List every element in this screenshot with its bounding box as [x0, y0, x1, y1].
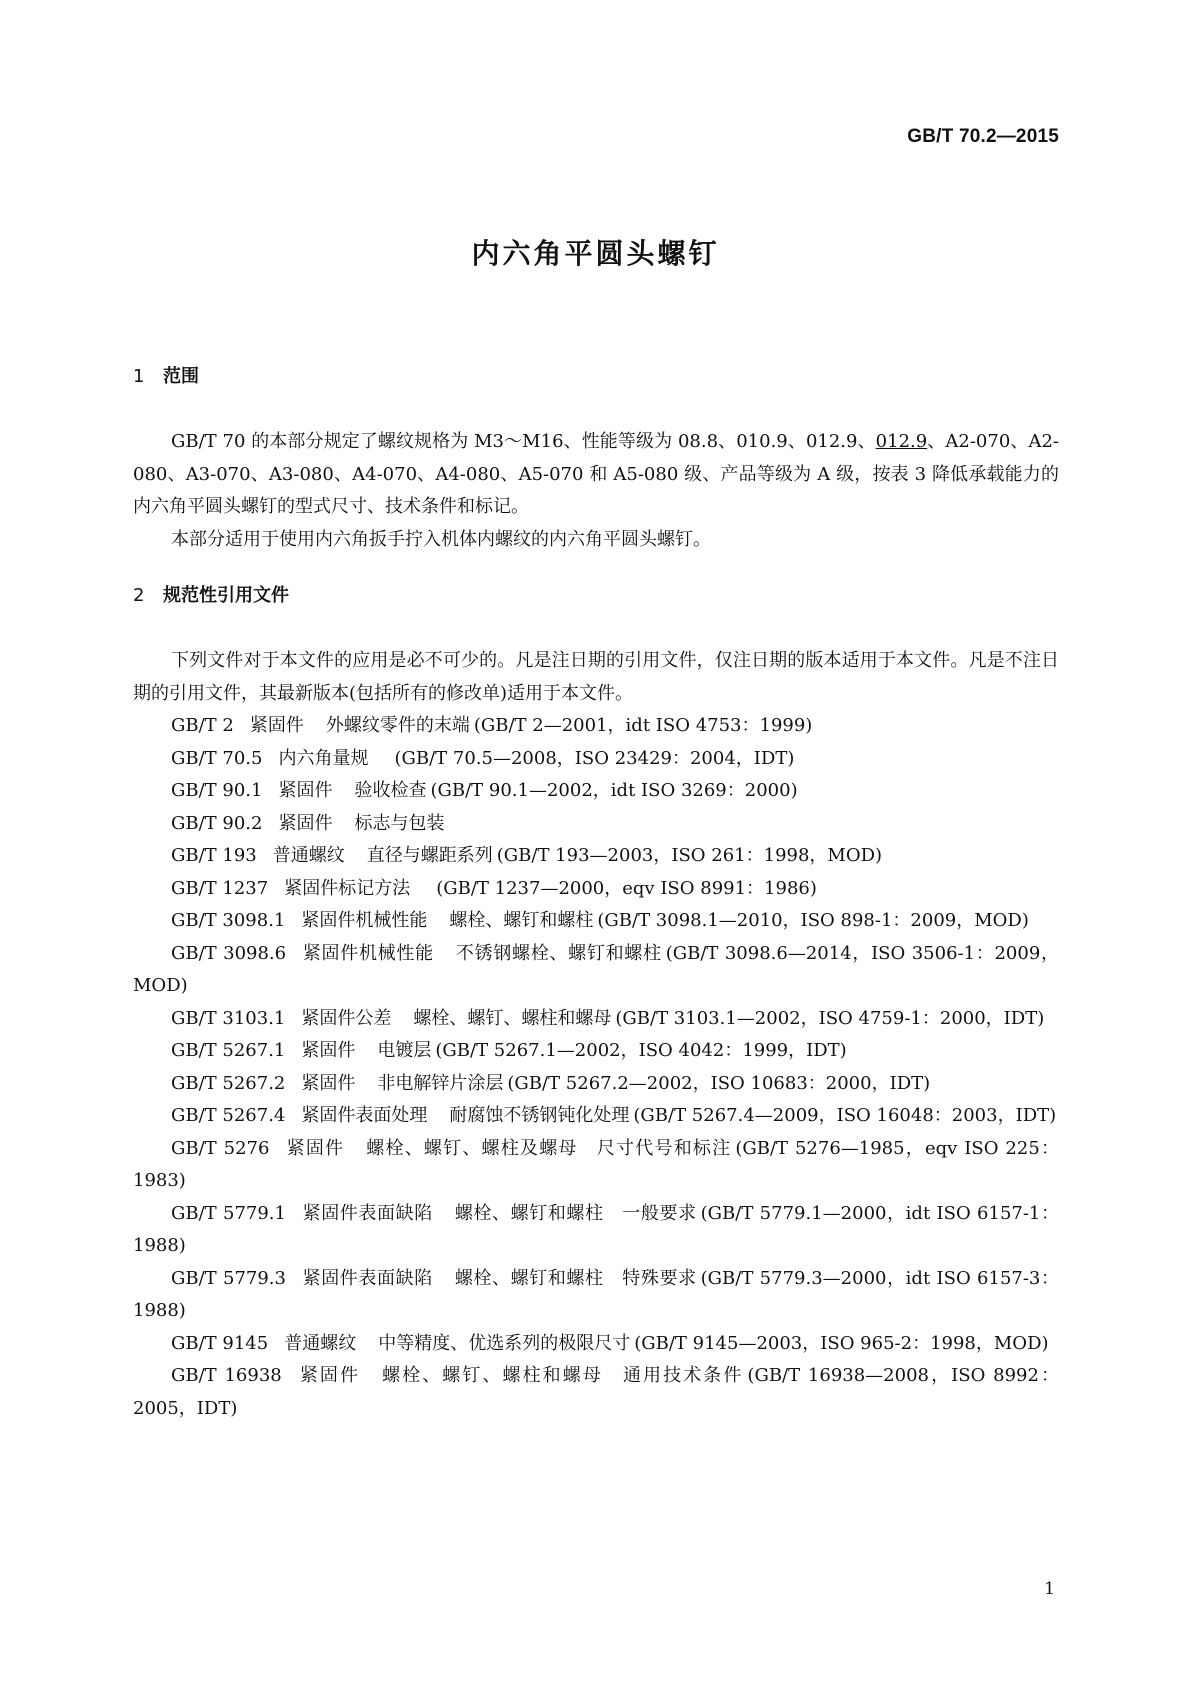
- reference-code: GB/T 70.5: [171, 747, 263, 769]
- reference-title-sub: 非电解锌片涂层: [377, 1072, 504, 1094]
- reference-title-main: 普通螺纹: [284, 1332, 357, 1354]
- reference-list: [133, 710, 1059, 1425]
- reference-title-sub: 耐腐蚀不锈钢钝化处理: [449, 1105, 630, 1126]
- reference-note: (GB/T 5276—1985，eqv ISO 225：1983): [133, 1137, 1059, 1191]
- reference-title-main: 紧固件机械性能: [301, 910, 428, 931]
- reference-title-main: 紧固件机械性能: [302, 942, 434, 964]
- reference-note: (GB/T 5779.1—2000，idt ISO 6157-1：1988): [133, 1202, 1059, 1256]
- reference-title-main: 紧固件公差: [301, 1007, 392, 1029]
- reference-title-main: 紧固件表面缺陷: [301, 1202, 433, 1224]
- reference-code: GB/T 2: [171, 715, 234, 736]
- reference-note: (GB/T 5267.2—2002，ISO 10683：2000，IDT): [507, 1072, 931, 1094]
- reference-title-sub: 外螺纹零件的末端: [325, 715, 470, 736]
- reference-note: (GB/T 3098.6—2014，ISO 3506-1：2009，MOD): [133, 942, 1060, 996]
- reference-title-main: 紧固件标记方法: [284, 877, 411, 899]
- reference-item: [133, 743, 1059, 776]
- reference-note: (GB/T 5267.4—2009，ISO 16048：2003，IDT): [633, 1105, 1057, 1126]
- reference-title-sub: 中等精度、优选系列的极限尺寸: [378, 1332, 631, 1354]
- reference-item: [133, 938, 1059, 1003]
- reference-item: [133, 905, 1059, 938]
- reference-title-sub: 螺栓、螺钉和螺柱: [449, 910, 594, 931]
- scope-text-underlined: 012.9: [875, 431, 928, 452]
- reference-title-main: 紧固件: [301, 1040, 356, 1061]
- reference-code: GB/T 193: [171, 845, 257, 866]
- reference-item: [133, 1100, 1059, 1133]
- reference-item: [133, 1035, 1059, 1068]
- reference-title-main: 紧固件表面缺陷: [301, 1267, 433, 1289]
- reference-title-sub: 电镀层: [377, 1040, 432, 1061]
- reference-code: GB/T 1237: [171, 877, 269, 899]
- reference-title-main: 紧固件: [301, 1072, 356, 1094]
- section-2-heading: [133, 584, 1059, 608]
- section-1-heading: [133, 365, 1059, 389]
- reference-title-sub: 螺栓、螺钉、螺柱及螺母 尺寸代号和标注: [366, 1137, 732, 1159]
- standard-code: GB/T 70.2—2015: [907, 126, 1059, 147]
- reference-code: GB/T 3098.1: [171, 910, 286, 931]
- reference-code: GB/T 5267.2: [171, 1072, 286, 1094]
- reference-item: [133, 1263, 1059, 1328]
- reference-note: (GB/T 16938—2008，ISO 8992：2005，IDT): [133, 1365, 1060, 1419]
- reference-item: [133, 873, 1059, 906]
- scope-text-part-2: 、A2-070、A2-080、A3-070、A3-080、A4-070、A4-080、A5-070 和 A5-080 级、产品等级为 A 级，按表 3 降低承载能力的内六角平圆头螺钉的型式尺寸、技术条件和标记。: [133, 431, 1059, 517]
- reference-title-sub: 螺栓、螺钉和螺柱 特殊要求: [454, 1267, 697, 1289]
- reference-note: (GB/T 3103.1—2002，ISO 4759-1：2000，IDT): [615, 1007, 1045, 1029]
- reference-title-sub: 螺栓、螺钉和螺柱 一般要求: [454, 1202, 697, 1224]
- reference-note: (GB/T 5267.1—2002，ISO 4042：1999，IDT): [435, 1040, 847, 1061]
- reference-title-main: 紧固件: [278, 812, 333, 834]
- reference-code: GB/T 90.1: [171, 780, 263, 801]
- reference-code: GB/T 5276: [171, 1137, 270, 1159]
- section-2-number: 2: [133, 585, 145, 606]
- reference-item: [133, 1360, 1059, 1425]
- reference-title-sub: 标志与包装: [354, 812, 445, 834]
- document-body: [133, 365, 1059, 1425]
- reference-title-main: 普通螺纹: [272, 845, 345, 866]
- reference-code: GB/T 9145: [171, 1332, 269, 1354]
- reference-title-sub: 不锈钢螺栓、螺钉和螺柱: [455, 942, 662, 964]
- reference-item: [133, 775, 1059, 808]
- reference-code: GB/T 5267.1: [171, 1040, 286, 1061]
- reference-code: GB/T 5779.1: [171, 1202, 286, 1224]
- reference-code: GB/T 3098.6: [171, 942, 287, 964]
- scope-paragraph-2: 本部分适用于使用内六角扳手拧入机体内螺纹的内六角平圆头螺钉。: [171, 528, 711, 550]
- reference-title-sub: 螺栓、螺钉、螺柱和螺母 通用技术条件: [382, 1365, 744, 1386]
- reference-title-sub: 螺栓、螺钉、螺柱和螺母: [413, 1007, 612, 1029]
- reference-item: [133, 710, 1059, 743]
- page-number: 1: [1044, 1579, 1055, 1599]
- reference-title-sub: 直径与螺距系列: [366, 845, 493, 866]
- reference-item: [133, 1133, 1059, 1198]
- reference-item: [133, 808, 1059, 841]
- reference-title-sub: 验收检查: [354, 780, 427, 801]
- reference-title-main: 内六角量规: [278, 747, 369, 769]
- document-title: 内六角平圆头螺钉: [471, 237, 720, 270]
- reference-item: [133, 1003, 1059, 1036]
- reference-title-main: 紧固件: [297, 1365, 361, 1386]
- reference-note: (GB/T 90.1—2002，idt ISO 3269：2000): [430, 780, 798, 801]
- reference-note: (GB/T 9145—2003，ISO 965-2：1998，MOD): [634, 1332, 1049, 1354]
- section-1-number: 1: [133, 366, 145, 387]
- scope-paragraph-1: [133, 426, 1059, 524]
- reference-note: (GB/T 3098.1—2010，ISO 898-1：2009，MOD): [597, 910, 1029, 931]
- reference-code: GB/T 5779.3: [171, 1267, 286, 1289]
- reference-code: GB/T 90.2: [171, 812, 263, 834]
- reference-note: (GB/T 2—2001，idt ISO 4753：1999): [473, 715, 813, 736]
- scope-text-part-1: GB/T 70 的本部分规定了螺纹规格为 M3～M16、性能等级为 08.8、010.9、012.9、: [171, 431, 876, 452]
- reference-item: [133, 1328, 1059, 1361]
- reference-title-main: 紧固件: [285, 1137, 345, 1159]
- section-2-title: 规范性引用文件: [163, 585, 289, 606]
- reference-note: (GB/T 5779.3—2000，idt ISO 6157-3：1988): [133, 1267, 1059, 1321]
- reference-title-main: 紧固件: [249, 715, 304, 736]
- reference-code: GB/T 5267.4: [171, 1105, 286, 1126]
- section-1-title: 范围: [163, 366, 199, 387]
- reference-title-main: 紧固件表面处理: [301, 1105, 428, 1126]
- reference-code: GB/T 3103.1: [171, 1007, 286, 1029]
- reference-item: [133, 1198, 1059, 1263]
- reference-code: GB/T 16938: [171, 1365, 282, 1386]
- reference-note: (GB/T 1237—2000，eqv ISO 8991：1986): [436, 877, 817, 899]
- reference-item: [133, 840, 1059, 873]
- reference-note: (GB/T 70.5—2008，ISO 23429：2004，IDT): [394, 747, 795, 769]
- reference-note: (GB/T 193—2003，ISO 261：1998，MOD): [496, 845, 883, 866]
- reference-title-main: 紧固件: [278, 780, 333, 801]
- references-intro: 下列文件对于本文件的应用是必不可少的。凡是注日期的引用文件，仅注日期的版本适用于本文件。凡是不注日期的引用文件，其最新版本(包括所有的修改单)适用于本文件。: [133, 650, 1059, 704]
- reference-item: [133, 1068, 1059, 1101]
